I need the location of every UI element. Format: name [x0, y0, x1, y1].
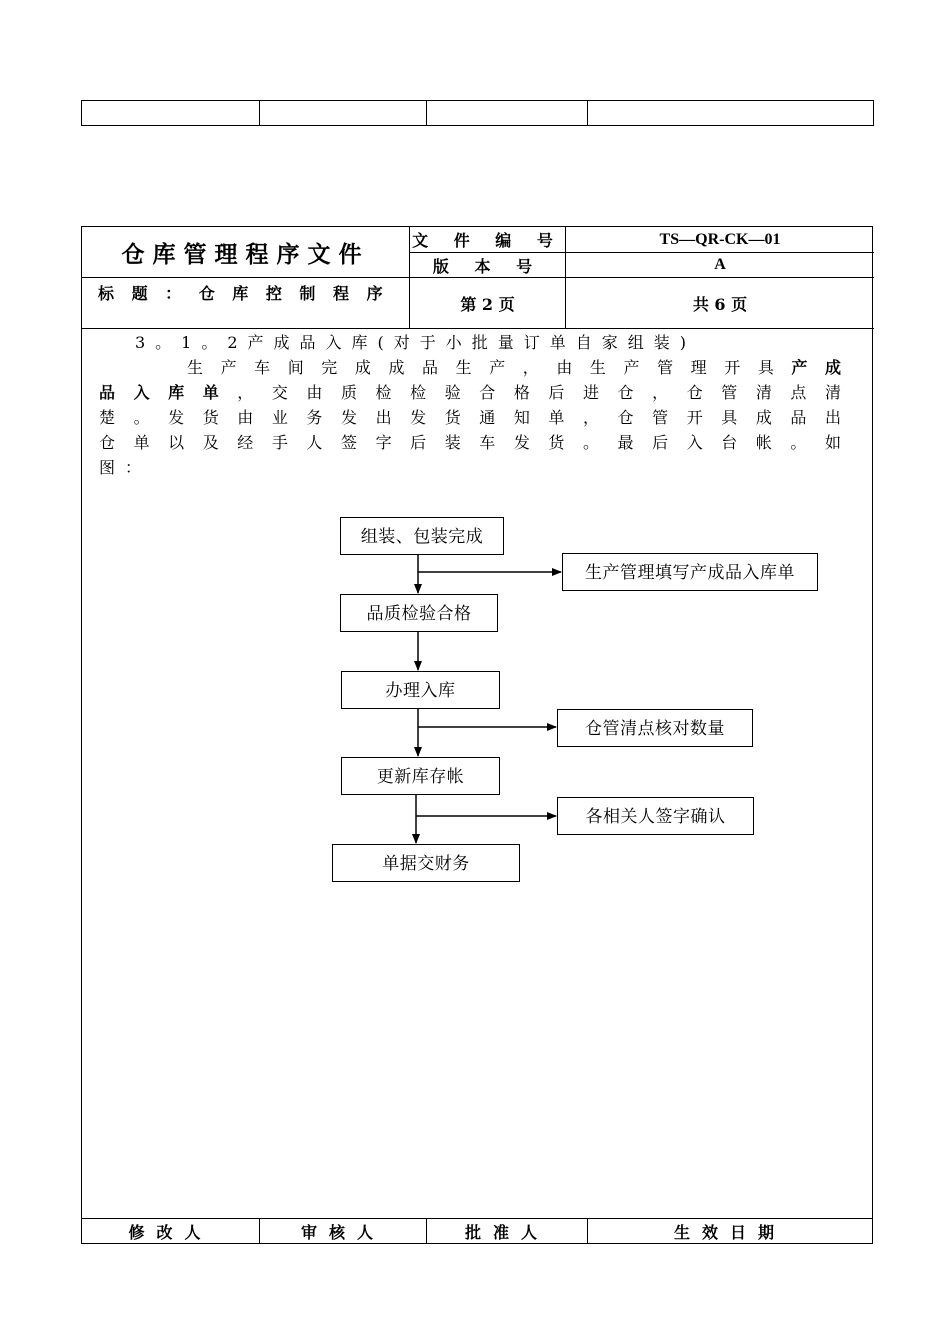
flow-side-production-form: 生产管理填写产成品入库单 [562, 553, 818, 591]
version-value: A [566, 253, 874, 278]
flow-side-count-check: 仓管清点核对数量 [557, 709, 753, 747]
flow-side-sign-confirm: 各相关人签字确认 [557, 797, 754, 835]
flow-step-warehousing: 办理入库 [341, 671, 500, 709]
modifier-label: 修改人 [82, 1219, 260, 1243]
paragraph-line: 仓单以及经手人签字后装车发货。最后入台帐。如 [99, 433, 851, 452]
flow-step-qc-pass: 品质检验合格 [340, 594, 498, 632]
empty-cell [588, 101, 874, 126]
flow-step-update-inventory: 更新库存帐 [341, 757, 500, 795]
flow-step-to-finance: 单据交财务 [332, 844, 520, 882]
page-number: 第 2 页 [410, 278, 566, 329]
flow-step-assembly: 组装、包装完成 [340, 517, 504, 555]
paragraph-line: 图： [99, 458, 152, 477]
document-title: 仓库管理程序文件 [82, 227, 410, 278]
approver-label: 批准人 [427, 1219, 588, 1243]
top-empty-table [81, 100, 874, 126]
file-number-value: TS—QR-CK—01 [566, 227, 874, 253]
paragraph-line: 生产车间完成成品生产，由生产管理开具产成 [187, 358, 851, 377]
paragraph-line: 楚。发货由业务发出发货通知单，仓管开具成品出 [99, 408, 851, 427]
content-area [82, 329, 872, 1219]
effective-date-label: 生效日期 [673, 1222, 786, 1242]
section-heading: 3。1。2产成品入库(对于小批量订单自家组装) [135, 333, 697, 352]
empty-cell [82, 101, 260, 126]
reviewer-label: 审核人 [260, 1219, 427, 1243]
empty-cell [260, 101, 427, 126]
subject-title: 标 题 ： 仓 库 控 制 程 序 [82, 278, 410, 329]
approval-footer [82, 1219, 872, 1244]
total-pages: 共 6 页 [566, 278, 874, 329]
empty-cell [427, 101, 588, 126]
document-form [81, 226, 873, 1244]
flowchart [82, 329, 872, 1219]
file-number-label: 文 件 编 号 [410, 227, 566, 253]
version-label: 版 本 号 [410, 253, 566, 278]
paragraph-line: 品入库单，交由质检检验合格后进仓，仓管清点清 [99, 383, 851, 402]
